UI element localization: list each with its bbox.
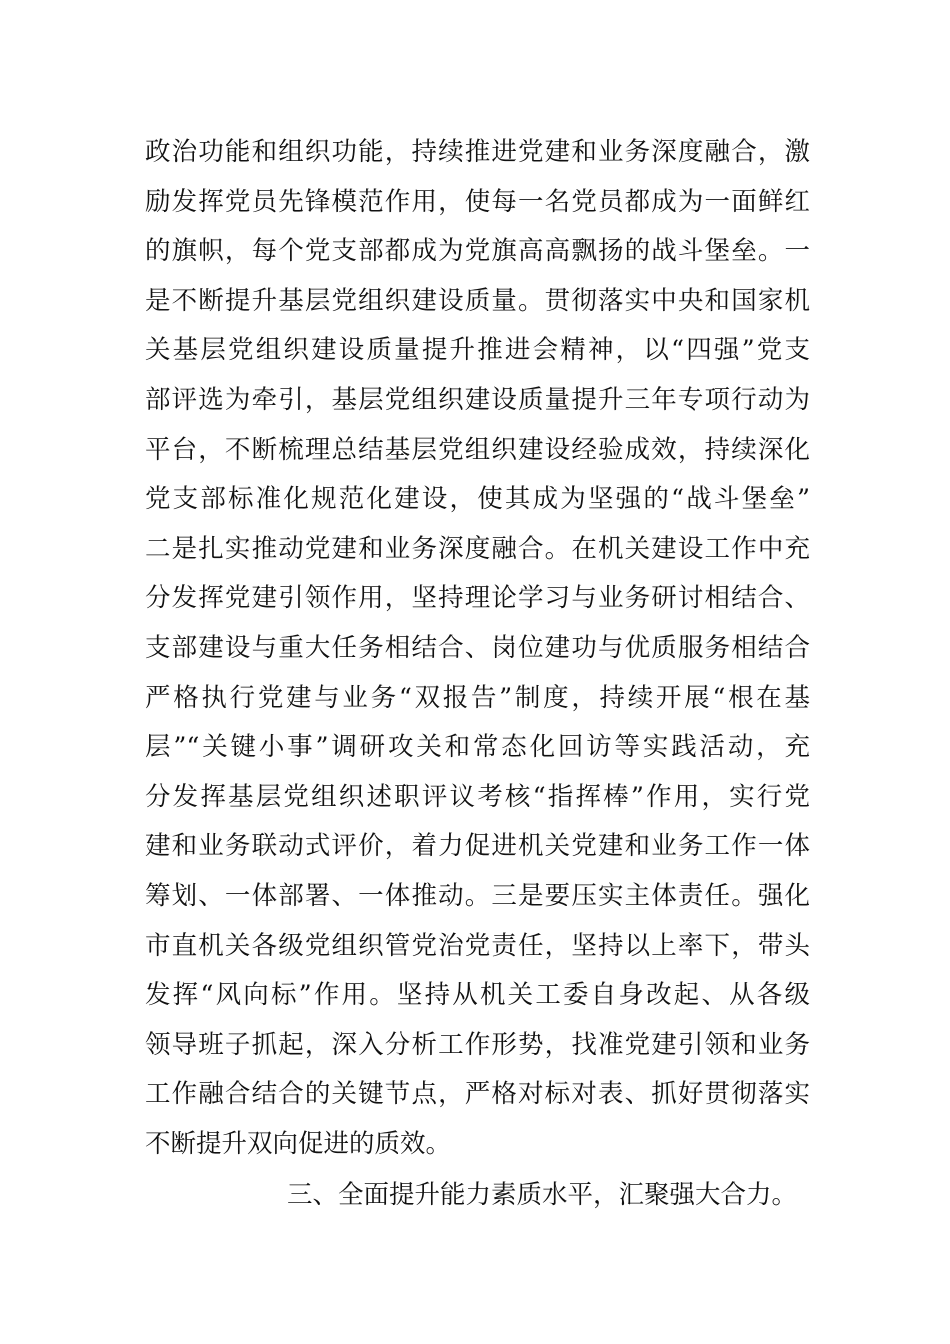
text-line: 筹划、一体部署、一体推动。三是要压实主体责任。强化 <box>145 880 810 911</box>
text-line: 关基层党组织建设质量提升推进会精神，以“四强”党支 <box>145 335 810 366</box>
text-line: 严格执行党建与业务“双报告”制度，持续开展“根在基 <box>145 682 810 713</box>
text-line: 党支部标准化规范化建设，使其成为坚强的“战斗堡垒” <box>145 484 810 515</box>
section-heading: 三、全面提升能力素质水平，汇聚强大合力。 <box>287 1180 798 1210</box>
text-line: 励发挥党员先锋模范作用，使每一名党员都成为一面鲜红 <box>145 186 810 217</box>
text-line: 支部建设与重大任务相结合、岗位建功与优质服务相结合 <box>145 632 810 663</box>
text-line: 平台，不断梳理总结基层党组织建设经验成效，持续深化 <box>145 434 810 465</box>
text-line: 发挥“风向标”作用。坚持从机关工委自身改起、从各级 <box>145 980 810 1011</box>
text-line: 部评选为牵引，基层党组织建设质量提升三年专项行动为 <box>145 384 810 415</box>
body-paragraph <box>145 128 810 1169</box>
text-line: 政治功能和组织功能，持续推进党建和业务深度融合，激 <box>145 137 810 167</box>
text-line: 建和业务联动式评价，着力促进机关党建和业务工作一体 <box>145 831 810 862</box>
text-line: 分发挥党建引领作用，坚持理论学习与业务研讨相结合、 <box>145 583 810 614</box>
text-line: 二是扎实推动党建和业务深度融合。在机关建设工作中充 <box>145 533 810 564</box>
text-line: 的旗帜，每个党支部都成为党旗高高飘扬的战斗堡垒。一 <box>145 236 810 267</box>
text-line: 市直机关各级党组织管党治党责任，坚持以上率下，带头 <box>145 930 810 961</box>
text-line: 不断提升双向促进的质效。 <box>145 1128 452 1159</box>
text-line: 分发挥基层党组织述职评议考核“指挥棒”作用，实行党 <box>145 781 810 812</box>
text-line: 层”“关键小事”调研攻关和常态化回访等实践活动，充 <box>145 732 810 763</box>
text-line: 领导班子抓起，深入分析工作形势，找准党建引领和业务 <box>145 1029 810 1060</box>
text-line: 工作融合结合的关键节点，严格对标对表、抓好贯彻落实 <box>145 1079 810 1110</box>
text-line: 是不断提升基层党组织建设质量。贯彻落实中央和国家机 <box>145 285 810 316</box>
